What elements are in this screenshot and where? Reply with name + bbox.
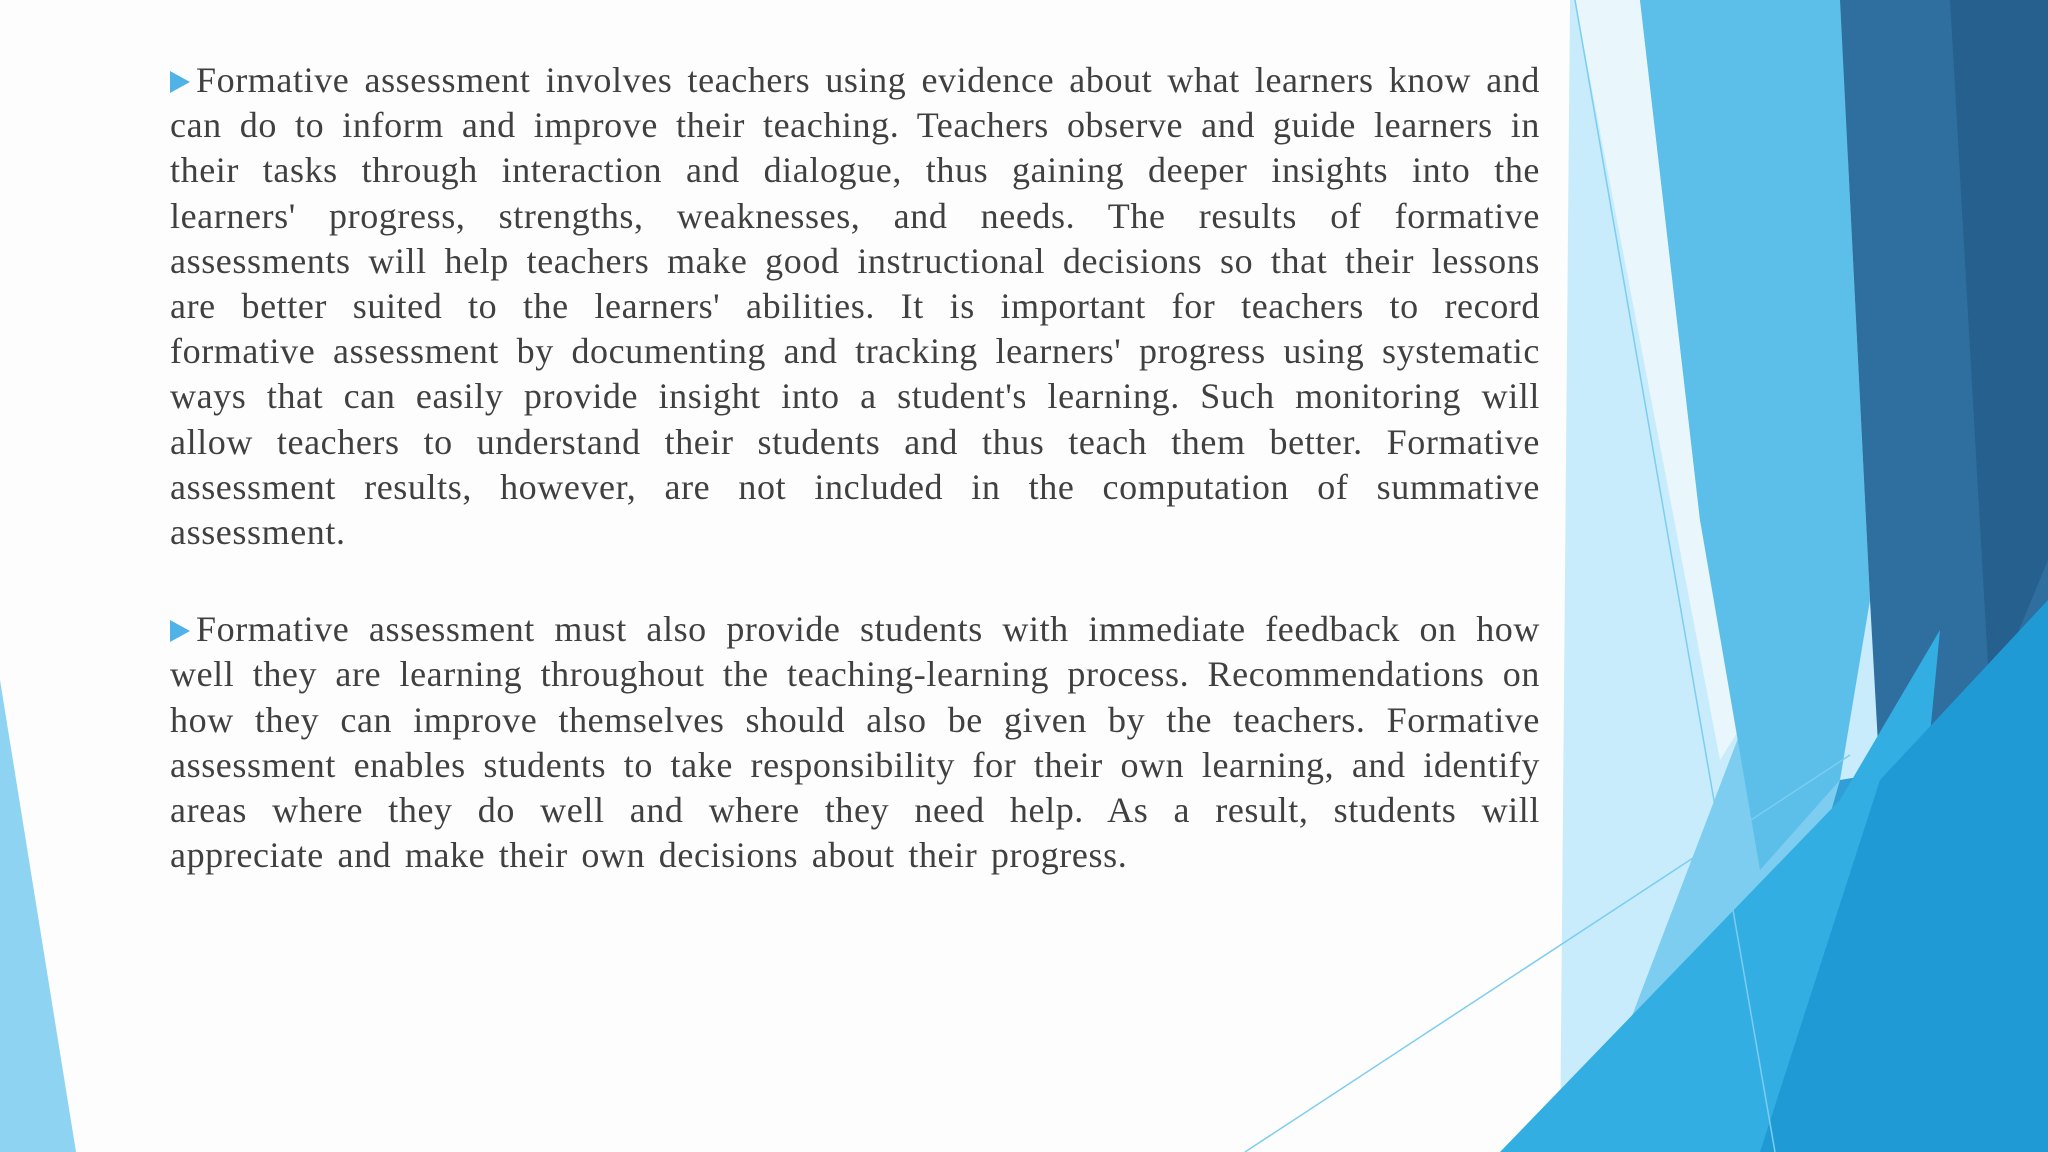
- paragraph-feedback: [170, 607, 1540, 878]
- paragraph-text: Formative assessment must also provide students with immediate feedback on how well they are learning throughout the teaching-learning process. Recommendations on how they can improve themselves should also be given by the teachers. Formative assessment enables students to take responsibility for their own learning, and identify areas where they do well and where they need help. As a result, students will appreciate and make their own decisions about their progress.: [170, 609, 1540, 876]
- slide-content: [170, 58, 1540, 878]
- triangle-bullet-icon: [170, 71, 190, 93]
- paragraph-formative-assessment: [170, 58, 1540, 555]
- triangle-bullet-icon: [170, 620, 190, 642]
- left-accent-shape: [0, 680, 76, 1152]
- paragraph-text: Formative assessment involves teachers using evidence about what learners know and can do to inform and improve their teaching. Teachers observe and guide learners in their tasks through interaction and dialogue, thus gaining deeper insights into the learners' progress, strengths, weaknesses, and needs. The results of formative assessments will help teachers make good instructional decisions so that their lessons are better suited to the learners' abilities. It is important for teachers to record formative assessment by documenting and tracking learners' progress using systematic ways that can easily provide insight into a student's learning. Such monitoring will allow teachers to understand their students and thus teach them better. Formative assessment results, however, are not included in the computation of summative assessment.: [170, 60, 1540, 553]
